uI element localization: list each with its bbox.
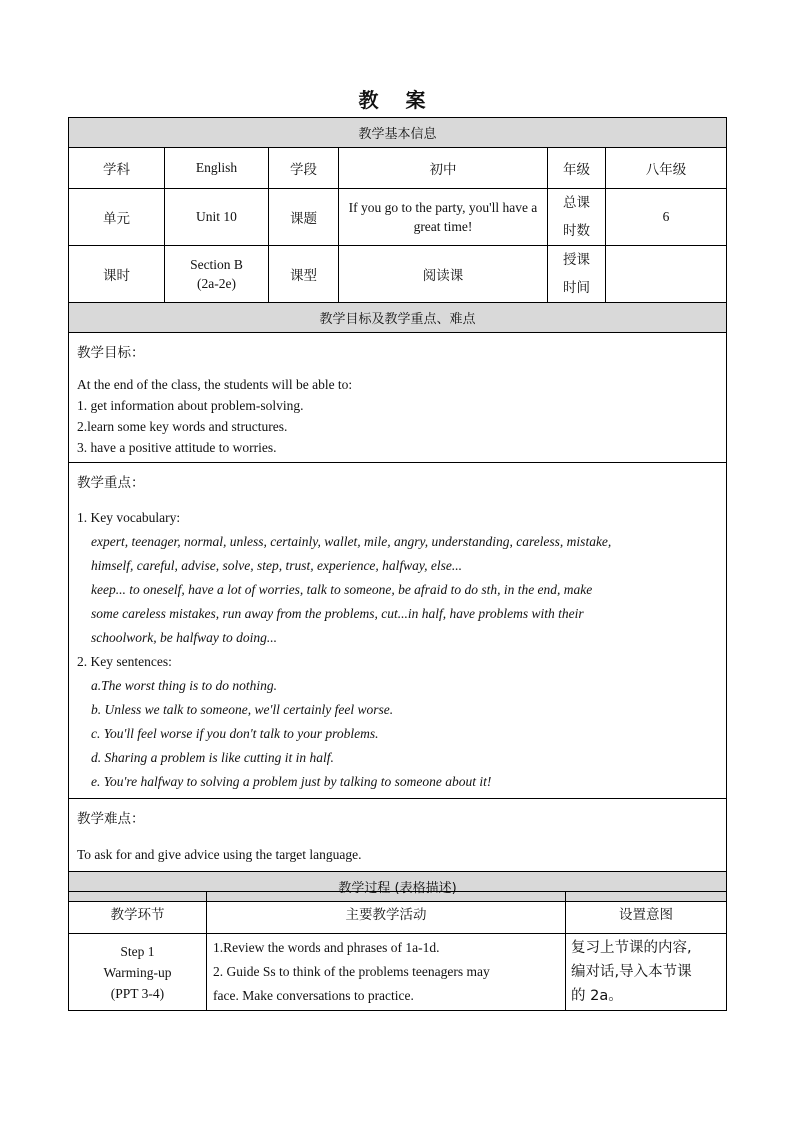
vocab-line: himself, careful, advise, solve, step, trust, experience, halfway, else...	[91, 558, 463, 573]
objective-line: 3. have a positive attitude to worries.	[77, 440, 277, 455]
key-points-row	[69, 463, 727, 799]
difficulty-title: 教学难点：	[77, 811, 145, 827]
sentence-line: e. You're halfway to solving a problem just by talking to someone about it!	[91, 774, 492, 789]
cell-unit-value: Unit 10	[165, 189, 269, 246]
col-header-activities: 主要教学活动	[207, 892, 566, 934]
activity-line: face. Make conversations to practice.	[213, 988, 414, 1003]
info-row-3	[69, 246, 727, 303]
objective-line: 1. get information about problem-solving.	[77, 398, 304, 413]
basic-info-header: 教学基本信息	[69, 118, 727, 148]
goals-header: 教学目标及教学重点、难点	[69, 303, 727, 333]
objectives-cell	[69, 333, 727, 463]
cell-lesson-type-value: 阅读课	[339, 246, 548, 303]
objectives-title: 教学目标：	[77, 345, 145, 361]
cell-label-stage: 学段	[269, 148, 339, 189]
objective-line: 2.learn some key words and structures.	[77, 419, 288, 434]
cell-label-period: 课时	[69, 246, 165, 303]
document-title: 教 案	[358, 88, 436, 112]
vocab-line: keep... to oneself, have a lot of worries, talk to someone, be afraid to do sth, in the end, make	[91, 582, 593, 597]
activity-line: 1.Review the words and phrases of 1a-1d.	[213, 940, 440, 955]
vocab-line: some careless mistakes, run away from the problems, cut...in half, have problems with their	[91, 606, 584, 621]
objectives-row	[69, 333, 727, 463]
info-row-1	[69, 148, 727, 189]
step-cell	[69, 934, 207, 1011]
col-header-step: 教学环节	[69, 892, 207, 934]
cell-label-topic: 课题	[269, 189, 339, 246]
key-points-cell	[69, 463, 727, 799]
intent-line: 的 2a。	[571, 988, 623, 1004]
process-table	[68, 891, 727, 1011]
cell-stage-value: 初中	[339, 148, 548, 189]
difficulty-text: To ask for and give advice using the target language.	[77, 847, 362, 862]
cell-subject-value: English	[165, 148, 269, 189]
difficulty-cell	[69, 799, 727, 872]
process-columns-row	[69, 892, 727, 934]
difficulty-row	[69, 799, 727, 872]
activity-line: 2. Guide Ss to think of the problems teenagers may	[213, 964, 490, 979]
cell-label-grade: 年级	[548, 148, 606, 189]
step-number: Step 1	[120, 943, 155, 959]
lesson-plan-table	[68, 117, 727, 902]
objective-line: At the end of the class, the students will be able to:	[77, 377, 353, 392]
intent-line: 复习上节课的内容,	[571, 940, 692, 956]
intent-line: 编对话,导入本节课	[571, 964, 692, 980]
cell-period-value: Section B (2a-2e)	[165, 246, 269, 303]
cell-label-teaching-time: 授课时间	[548, 246, 606, 303]
step-name: Warming-up	[103, 964, 172, 980]
cell-grade-value: 八年级	[606, 148, 727, 189]
intent-cell	[566, 934, 727, 1011]
col-header-intent: 设置意图	[566, 892, 727, 934]
sentence-line: c. You'll feel worse if you don't talk to your problems.	[91, 726, 379, 741]
sentence-line: d. Sharing a problem is like cutting it in half.	[91, 750, 334, 765]
cell-label-subject: 学科	[69, 148, 165, 189]
sentences-label: 2. Key sentences:	[77, 654, 172, 669]
process-row	[69, 934, 727, 1011]
activities-cell	[207, 934, 566, 1011]
cell-label-unit: 单元	[69, 189, 165, 246]
step-ppt: (PPT 3-4)	[110, 985, 165, 1001]
sentence-line: a.The worst thing is to do nothing.	[91, 678, 278, 693]
cell-total-periods-value: 6	[606, 189, 727, 246]
cell-label-total-periods: 总课时数	[548, 189, 606, 246]
cell-topic-value: If you go to the party, you'll have a great time!	[339, 189, 548, 246]
vocab-line: expert, teenager, normal, unless, certainly, wallet, mile, angry, understanding, careless, mistake,	[91, 534, 612, 549]
vocab-line: schoolwork, be halfway to doing...	[91, 630, 277, 645]
key-points-title: 教学重点：	[77, 475, 145, 491]
vocab-label: 1. Key vocabulary:	[77, 510, 181, 525]
info-row-2	[69, 189, 727, 246]
cell-teaching-time-value	[606, 246, 727, 303]
cell-label-lesson-type: 课型	[269, 246, 339, 303]
process-header: 教学过程 (表格描述)	[69, 872, 727, 902]
sentence-line: b. Unless we talk to someone, we'll certainly feel worse.	[91, 702, 394, 717]
